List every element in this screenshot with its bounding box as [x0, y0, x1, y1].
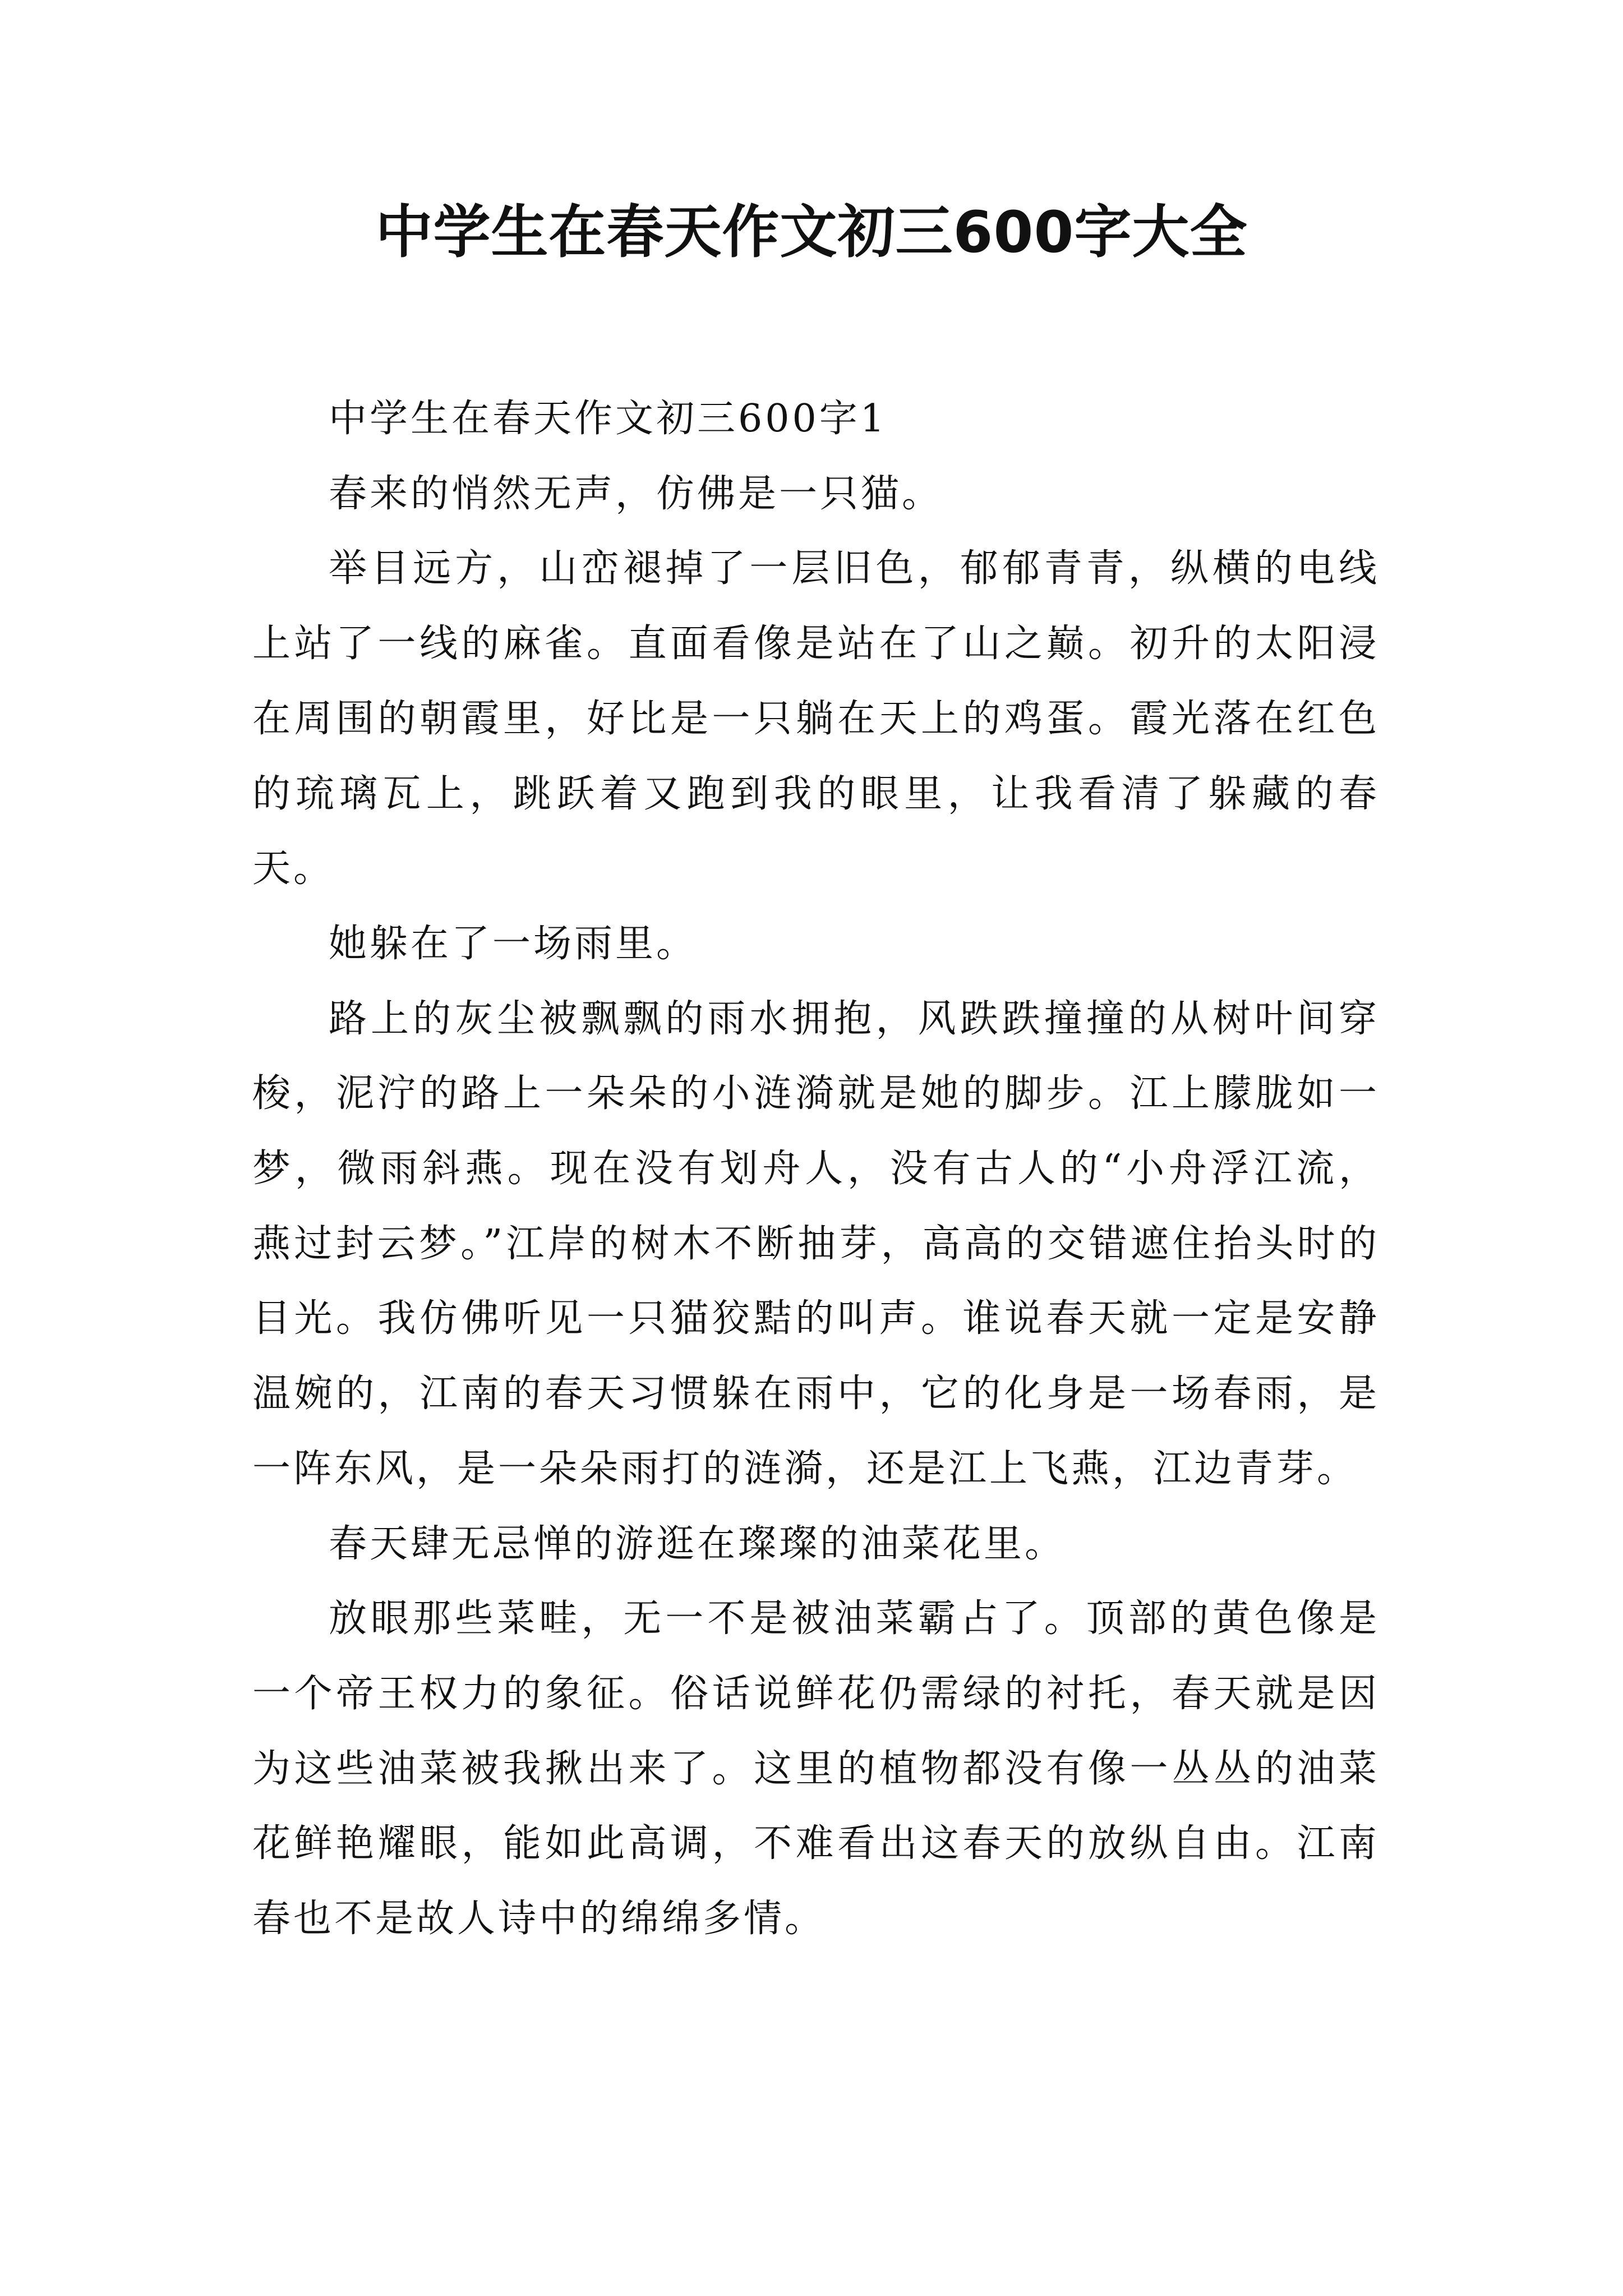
- paragraph: 放眼那些菜畦，无一不是被油菜霸占了。顶部的黄色像是一个帝王权力的象征。俗话说鲜花仍需绿的衬托，春天就是因为这些油菜被我揪出来了。这里的植物都没有像一丛丛的油菜花鲜艳耀眼，能如此高调，不难看出这春天的放纵自由。江南春也不是故人诗中的绵绵多情。: [252, 1596, 1380, 1941]
- paragraph: 春来的悄然无声，仿佛是一只猫。: [329, 471, 943, 516]
- section-heading: 中学生在春天作文初三600字1: [329, 397, 888, 441]
- paragraph: 春天肆无忌惮的游逛在璨璨的油菜花里。: [329, 1521, 1066, 1566]
- paragraph: 她躲在了一场雨里。: [329, 921, 698, 966]
- document-title: 中学生在春天作文初三600字大全: [375, 199, 1248, 266]
- paragraph: 路上的灰尘被飘飘的雨水拥抱，风跌跌撞撞的从树叶间穿梭，泥泞的路上一朵朵的小涟漪就是她的脚步。江上朦胧如一梦，微雨斜燕。现在没有划舟人，没有古人的“小舟浮江流，燕过封云梦。”江岸的树木不断抽芽，高高的交错遮住抬头时的目光。我仿佛听见一只猫狡黠的叫声。谁说春天就一定是安静温婉的，江南的春天习惯躲在雨中，它的化身是一场春雨，是一阵东风，是一朵朵雨打的涟漪，还是江上飞燕，江边青芽。: [252, 996, 1380, 1491]
- document-body: [252, 381, 1380, 1957]
- paragraph: 举目远方，山峦褪掉了一层旧色，郁郁青青，纵横的电线上站了一线的麻雀。直面看像是站在了山之巅。初升的太阳浸在周围的朝霞里，好比是一只躺在天上的鸡蛋。霞光落在红色的琉璃瓦上，跳跃着又跑到我的眼里，让我看清了躲藏的春天。: [252, 546, 1380, 891]
